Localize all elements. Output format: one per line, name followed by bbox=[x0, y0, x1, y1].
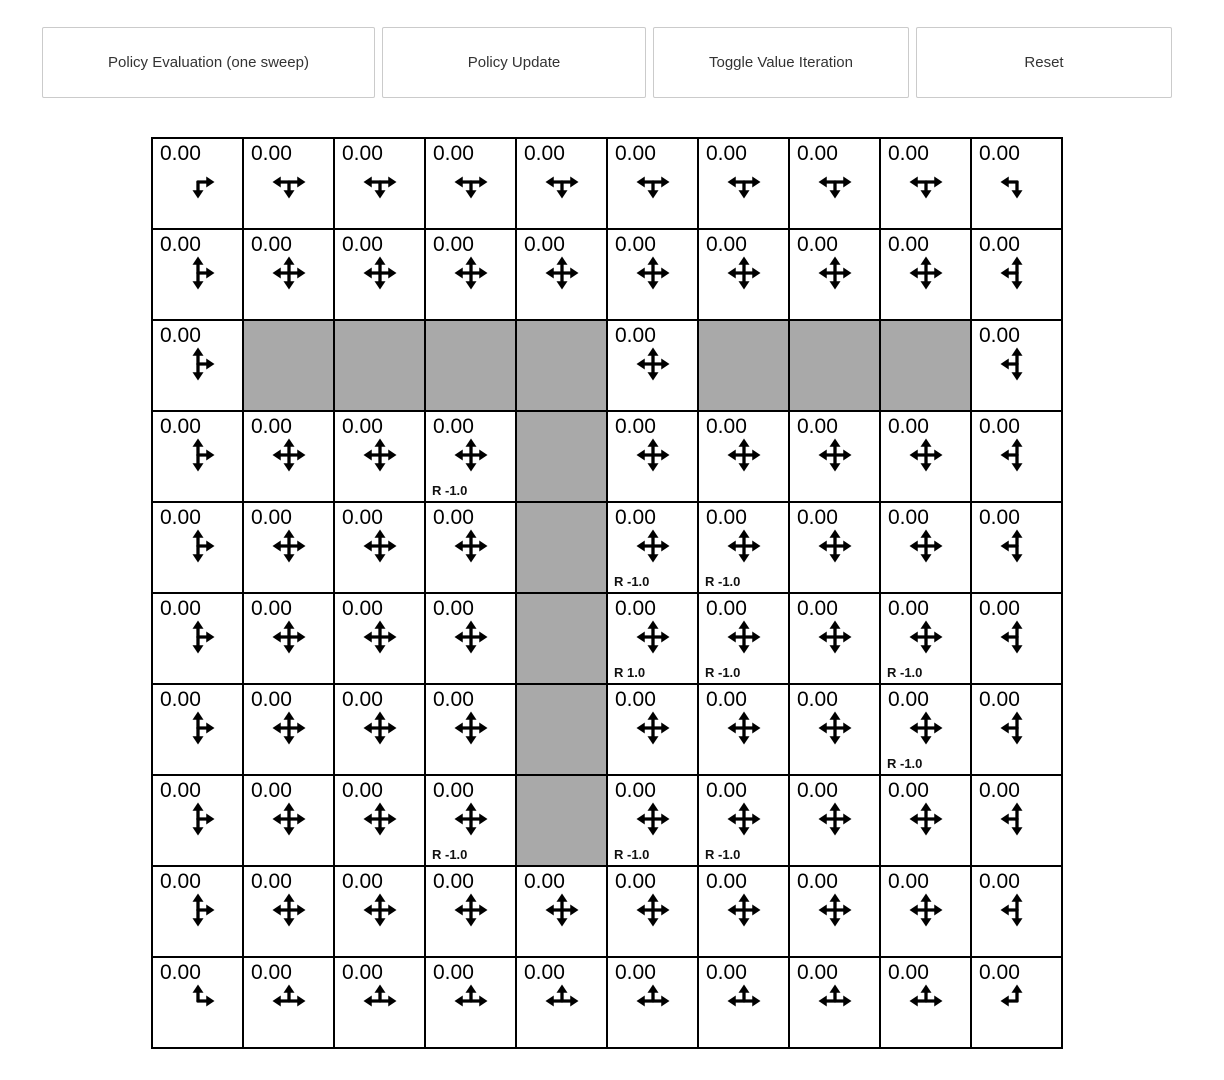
policy-arrows-ulr-icon bbox=[904, 979, 948, 1023]
policy-arrows-lrd-icon bbox=[540, 160, 584, 204]
grid-cell[interactable] bbox=[789, 502, 880, 593]
cell-value: 0.00 bbox=[342, 506, 383, 529]
grid-cell[interactable] bbox=[698, 775, 789, 866]
policy-arrows-udlr-icon bbox=[358, 706, 402, 750]
policy-arrows-lrd-icon bbox=[813, 160, 857, 204]
grid-cell[interactable] bbox=[243, 957, 334, 1048]
cell-value: 0.00 bbox=[524, 142, 565, 165]
grid-cell[interactable] bbox=[152, 775, 243, 866]
cell-value: 0.00 bbox=[706, 233, 747, 256]
grid-cell[interactable] bbox=[880, 866, 971, 957]
policy-arrows-udr-icon bbox=[176, 615, 220, 659]
cell-value: 0.00 bbox=[888, 961, 929, 984]
cell-reward: R -1.0 bbox=[705, 574, 741, 589]
policy-arrows-udlr-icon bbox=[722, 797, 766, 841]
cell-value: 0.00 bbox=[797, 597, 838, 620]
grid-cell[interactable] bbox=[425, 502, 516, 593]
policy-arrows-ulr-icon bbox=[540, 979, 584, 1023]
cell-value: 0.00 bbox=[706, 415, 747, 438]
grid-cell[interactable] bbox=[698, 866, 789, 957]
grid-cell[interactable] bbox=[607, 138, 698, 229]
grid-cell[interactable] bbox=[789, 684, 880, 775]
policy-arrows-udlr-icon bbox=[631, 342, 675, 386]
cell-value: 0.00 bbox=[706, 961, 747, 984]
grid-cell[interactable] bbox=[334, 684, 425, 775]
wall-cell bbox=[789, 320, 880, 411]
cell-value: 0.00 bbox=[615, 779, 656, 802]
policy-arrows-udlr-icon bbox=[267, 888, 311, 932]
grid-cell[interactable] bbox=[971, 320, 1062, 411]
cell-value: 0.00 bbox=[797, 961, 838, 984]
cell-value: 0.00 bbox=[615, 324, 656, 347]
policy-arrows-lrd-icon bbox=[449, 160, 493, 204]
policy-arrows-udlr-icon bbox=[722, 433, 766, 477]
policy-arrows-lrd-icon bbox=[904, 160, 948, 204]
grid-cell[interactable] bbox=[607, 320, 698, 411]
cell-value: 0.00 bbox=[979, 142, 1020, 165]
policy-arrows-lrd-icon bbox=[722, 160, 766, 204]
cell-value: 0.00 bbox=[160, 415, 201, 438]
cell-value: 0.00 bbox=[706, 779, 747, 802]
cell-value: 0.00 bbox=[615, 597, 656, 620]
grid-cell[interactable] bbox=[516, 957, 607, 1048]
grid-cell[interactable] bbox=[698, 593, 789, 684]
grid-cell[interactable] bbox=[607, 229, 698, 320]
cell-value: 0.00 bbox=[251, 415, 292, 438]
policy-arrows-udlr-icon bbox=[722, 888, 766, 932]
grid-cell[interactable] bbox=[971, 775, 1062, 866]
policy-arrows-ulr-icon bbox=[631, 979, 675, 1023]
grid-cell[interactable] bbox=[152, 320, 243, 411]
cell-value: 0.00 bbox=[160, 961, 201, 984]
cell-value: 0.00 bbox=[615, 233, 656, 256]
cell-value: 0.00 bbox=[251, 961, 292, 984]
policy-arrows-udl-icon bbox=[995, 251, 1039, 295]
policy-arrows-udr-icon bbox=[176, 797, 220, 841]
grid-cell[interactable] bbox=[425, 957, 516, 1048]
grid-cell[interactable] bbox=[243, 684, 334, 775]
cell-value: 0.00 bbox=[615, 688, 656, 711]
toolbar bbox=[42, 27, 1172, 98]
cell-value: 0.00 bbox=[706, 597, 747, 620]
cell-value: 0.00 bbox=[524, 870, 565, 893]
cell-value: 0.00 bbox=[433, 415, 474, 438]
wall-cell bbox=[243, 320, 334, 411]
policy-arrows-udlr-icon bbox=[358, 888, 402, 932]
cell-value: 0.00 bbox=[524, 961, 565, 984]
grid-cell[interactable] bbox=[243, 775, 334, 866]
cell-value: 0.00 bbox=[160, 870, 201, 893]
cell-value: 0.00 bbox=[251, 142, 292, 165]
policy-arrows-udlr-icon bbox=[722, 524, 766, 568]
cell-reward: R -1.0 bbox=[887, 756, 923, 771]
wall-cell bbox=[334, 320, 425, 411]
cell-value: 0.00 bbox=[160, 324, 201, 347]
policy-arrows-udlr-icon bbox=[904, 888, 948, 932]
cell-value: 0.00 bbox=[706, 688, 747, 711]
cell-value: 0.00 bbox=[342, 415, 383, 438]
policy-arrows-udlr-icon bbox=[449, 888, 493, 932]
policy-arrows-udl-icon bbox=[995, 524, 1039, 568]
cell-value: 0.00 bbox=[251, 506, 292, 529]
grid-cell[interactable] bbox=[607, 502, 698, 593]
policy-arrows-udlr-icon bbox=[722, 706, 766, 750]
cell-value: 0.00 bbox=[433, 779, 474, 802]
grid-cell[interactable] bbox=[152, 229, 243, 320]
cell-value: 0.00 bbox=[979, 961, 1020, 984]
cell-reward: R -1.0 bbox=[614, 847, 650, 862]
grid-cell[interactable] bbox=[334, 411, 425, 502]
policy-arrows-udlr-icon bbox=[540, 888, 584, 932]
grid-cell[interactable] bbox=[243, 866, 334, 957]
grid-cell[interactable] bbox=[789, 957, 880, 1048]
cell-value: 0.00 bbox=[433, 142, 474, 165]
cell-value: 0.00 bbox=[888, 506, 929, 529]
cell-value: 0.00 bbox=[979, 415, 1020, 438]
cell-value: 0.00 bbox=[160, 597, 201, 620]
policy-arrows-udlr-icon bbox=[904, 433, 948, 477]
policy-arrows-udlr-icon bbox=[631, 888, 675, 932]
policy-arrows-udlr-icon bbox=[267, 433, 311, 477]
grid-cell[interactable] bbox=[152, 866, 243, 957]
policy-arrows-udlr-icon bbox=[449, 797, 493, 841]
grid-cell[interactable] bbox=[334, 138, 425, 229]
policy-arrows-lrd-icon bbox=[631, 160, 675, 204]
policy-arrows-udl-icon bbox=[995, 433, 1039, 477]
cell-value: 0.00 bbox=[979, 688, 1020, 711]
reset-button[interactable]: Reset bbox=[916, 27, 1172, 98]
grid-cell[interactable] bbox=[152, 502, 243, 593]
policy-arrows-udlr-icon bbox=[267, 524, 311, 568]
policy-arrows-rd-icon bbox=[176, 160, 220, 204]
policy-arrows-udl-icon bbox=[995, 888, 1039, 932]
grid-cell[interactable] bbox=[152, 138, 243, 229]
grid-cell[interactable] bbox=[152, 684, 243, 775]
policy-arrows-udlr-icon bbox=[358, 433, 402, 477]
grid-cell[interactable] bbox=[971, 866, 1062, 957]
cell-value: 0.00 bbox=[979, 597, 1020, 620]
cell-value: 0.00 bbox=[888, 779, 929, 802]
grid-cell[interactable] bbox=[334, 229, 425, 320]
grid-cell[interactable] bbox=[425, 866, 516, 957]
policy-arrows-udr-icon bbox=[176, 524, 220, 568]
wall-cell bbox=[425, 320, 516, 411]
grid-cell[interactable] bbox=[789, 138, 880, 229]
cell-value: 0.00 bbox=[342, 779, 383, 802]
policy-arrows-udlr-icon bbox=[267, 706, 311, 750]
wall-cell bbox=[516, 502, 607, 593]
grid-cell[interactable] bbox=[698, 229, 789, 320]
grid-cell[interactable] bbox=[971, 229, 1062, 320]
cell-value: 0.00 bbox=[251, 597, 292, 620]
policy-arrows-udlr-icon bbox=[904, 797, 948, 841]
cell-value: 0.00 bbox=[342, 233, 383, 256]
grid-cell[interactable] bbox=[971, 593, 1062, 684]
grid-cell[interactable] bbox=[425, 684, 516, 775]
cell-value: 0.00 bbox=[797, 779, 838, 802]
cell-value: 0.00 bbox=[160, 142, 201, 165]
cell-reward: R -1.0 bbox=[432, 483, 468, 498]
policy-arrows-udlr-icon bbox=[813, 888, 857, 932]
policy-arrows-udlr-icon bbox=[449, 251, 493, 295]
grid-cell[interactable] bbox=[425, 593, 516, 684]
policy-arrows-udlr-icon bbox=[813, 251, 857, 295]
grid-cell[interactable] bbox=[334, 775, 425, 866]
grid-cell[interactable] bbox=[789, 593, 880, 684]
grid-cell[interactable] bbox=[880, 138, 971, 229]
grid-cell[interactable] bbox=[152, 411, 243, 502]
cell-value: 0.00 bbox=[888, 688, 929, 711]
cell-reward: R -1.0 bbox=[887, 665, 923, 680]
policy-arrows-udlr-icon bbox=[631, 615, 675, 659]
grid-cell[interactable] bbox=[516, 138, 607, 229]
grid-cell[interactable] bbox=[698, 502, 789, 593]
policy-arrows-udlr-icon bbox=[631, 251, 675, 295]
wall-cell bbox=[698, 320, 789, 411]
cell-reward: R -1.0 bbox=[705, 847, 741, 862]
wall-cell bbox=[880, 320, 971, 411]
cell-value: 0.00 bbox=[797, 415, 838, 438]
cell-value: 0.00 bbox=[433, 506, 474, 529]
grid-cell[interactable] bbox=[425, 138, 516, 229]
policy-arrows-udlr-icon bbox=[267, 797, 311, 841]
gridworld-grid bbox=[151, 137, 1063, 1049]
policy-arrows-udlr-icon bbox=[631, 797, 675, 841]
policy-arrows-ulr-icon bbox=[722, 979, 766, 1023]
policy-arrows-udlr-icon bbox=[267, 251, 311, 295]
grid-cell[interactable] bbox=[607, 866, 698, 957]
grid-cell[interactable] bbox=[698, 411, 789, 502]
cell-value: 0.00 bbox=[979, 506, 1020, 529]
grid-cell[interactable] bbox=[425, 411, 516, 502]
policy-arrows-ulr-icon bbox=[813, 979, 857, 1023]
cell-value: 0.00 bbox=[888, 415, 929, 438]
policy-arrows-lrd-icon bbox=[358, 160, 402, 204]
grid-cell[interactable] bbox=[698, 138, 789, 229]
cell-value: 0.00 bbox=[979, 779, 1020, 802]
grid-cell[interactable] bbox=[152, 593, 243, 684]
grid-cell[interactable] bbox=[334, 502, 425, 593]
grid-cell[interactable] bbox=[789, 411, 880, 502]
grid-cell[interactable] bbox=[971, 138, 1062, 229]
policy-arrows-udlr-icon bbox=[722, 615, 766, 659]
grid-cell[interactable] bbox=[698, 957, 789, 1048]
grid-cell[interactable] bbox=[425, 229, 516, 320]
policy-arrows-udlr-icon bbox=[358, 615, 402, 659]
policy-arrows-udlr-icon bbox=[904, 524, 948, 568]
grid-cell[interactable] bbox=[971, 502, 1062, 593]
policy-arrows-udr-icon bbox=[176, 342, 220, 386]
cell-reward: R 1.0 bbox=[614, 665, 646, 680]
cell-value: 0.00 bbox=[797, 233, 838, 256]
grid-cell[interactable] bbox=[880, 775, 971, 866]
cell-value: 0.00 bbox=[251, 233, 292, 256]
policy-arrows-ul-icon bbox=[995, 979, 1039, 1023]
policy-arrows-udlr-icon bbox=[631, 433, 675, 477]
cell-value: 0.00 bbox=[797, 688, 838, 711]
grid-cell[interactable] bbox=[789, 775, 880, 866]
policy-arrows-udlr-icon bbox=[904, 706, 948, 750]
policy-arrows-ur-icon bbox=[176, 979, 220, 1023]
cell-value: 0.00 bbox=[160, 506, 201, 529]
policy-arrows-udlr-icon bbox=[722, 251, 766, 295]
policy-arrows-ulr-icon bbox=[358, 979, 402, 1023]
cell-value: 0.00 bbox=[433, 870, 474, 893]
grid-cell[interactable] bbox=[880, 502, 971, 593]
cell-value: 0.00 bbox=[888, 870, 929, 893]
cell-value: 0.00 bbox=[342, 142, 383, 165]
grid-cell[interactable] bbox=[334, 866, 425, 957]
policy-arrows-udlr-icon bbox=[631, 524, 675, 568]
cell-value: 0.00 bbox=[615, 870, 656, 893]
policy-arrows-ulr-icon bbox=[267, 979, 311, 1023]
grid-cell[interactable] bbox=[880, 593, 971, 684]
policy-arrows-udl-icon bbox=[995, 797, 1039, 841]
grid-cell[interactable] bbox=[243, 138, 334, 229]
cell-value: 0.00 bbox=[797, 506, 838, 529]
grid-cell[interactable] bbox=[880, 957, 971, 1048]
grid-cell[interactable] bbox=[334, 593, 425, 684]
cell-value: 0.00 bbox=[433, 597, 474, 620]
policy-arrows-lrd-icon bbox=[267, 160, 311, 204]
cell-value: 0.00 bbox=[160, 233, 201, 256]
policy-arrows-udlr-icon bbox=[540, 251, 584, 295]
grid-cell[interactable] bbox=[243, 593, 334, 684]
cell-value: 0.00 bbox=[888, 597, 929, 620]
cell-value: 0.00 bbox=[433, 961, 474, 984]
grid-cell[interactable] bbox=[334, 957, 425, 1048]
grid-cell[interactable] bbox=[425, 775, 516, 866]
policy-arrows-udlr-icon bbox=[449, 615, 493, 659]
policy-arrows-udl-icon bbox=[995, 706, 1039, 750]
grid-cell[interactable] bbox=[607, 411, 698, 502]
grid-cell[interactable] bbox=[880, 684, 971, 775]
cell-value: 0.00 bbox=[160, 779, 201, 802]
grid-cell[interactable] bbox=[698, 684, 789, 775]
cell-value: 0.00 bbox=[979, 233, 1020, 256]
cell-value: 0.00 bbox=[342, 597, 383, 620]
wall-cell bbox=[516, 593, 607, 684]
cell-value: 0.00 bbox=[979, 870, 1020, 893]
grid-cell[interactable] bbox=[880, 229, 971, 320]
policy-arrows-udlr-icon bbox=[813, 706, 857, 750]
policy-arrows-udlr-icon bbox=[813, 433, 857, 477]
policy-arrows-ulr-icon bbox=[449, 979, 493, 1023]
grid-cell[interactable] bbox=[607, 775, 698, 866]
policy-arrows-udlr-icon bbox=[631, 706, 675, 750]
policy-arrows-udlr-icon bbox=[449, 524, 493, 568]
cell-value: 0.00 bbox=[342, 961, 383, 984]
policy-arrows-udr-icon bbox=[176, 888, 220, 932]
policy-arrows-udlr-icon bbox=[904, 251, 948, 295]
cell-reward: R -1.0 bbox=[705, 665, 741, 680]
cell-reward: R -1.0 bbox=[614, 574, 650, 589]
cell-value: 0.00 bbox=[979, 324, 1020, 347]
cell-value: 0.00 bbox=[888, 142, 929, 165]
policy-arrows-udl-icon bbox=[995, 342, 1039, 386]
cell-value: 0.00 bbox=[251, 688, 292, 711]
policy-arrows-udlr-icon bbox=[813, 797, 857, 841]
cell-value: 0.00 bbox=[797, 870, 838, 893]
wall-cell bbox=[516, 411, 607, 502]
wall-cell bbox=[516, 320, 607, 411]
grid-cell[interactable] bbox=[152, 957, 243, 1048]
cell-value: 0.00 bbox=[797, 142, 838, 165]
grid-cell[interactable] bbox=[971, 957, 1062, 1048]
wall-cell bbox=[516, 684, 607, 775]
cell-value: 0.00 bbox=[433, 688, 474, 711]
policy-arrows-udlr-icon bbox=[267, 615, 311, 659]
grid-cell[interactable] bbox=[971, 684, 1062, 775]
policy-arrows-udlr-icon bbox=[904, 615, 948, 659]
cell-value: 0.00 bbox=[706, 506, 747, 529]
cell-value: 0.00 bbox=[706, 142, 747, 165]
cell-value: 0.00 bbox=[160, 688, 201, 711]
policy-arrows-ld-icon bbox=[995, 160, 1039, 204]
cell-value: 0.00 bbox=[615, 506, 656, 529]
policy-arrows-udlr-icon bbox=[813, 615, 857, 659]
cell-reward: R -1.0 bbox=[432, 847, 468, 862]
grid-cell[interactable] bbox=[880, 411, 971, 502]
policy-arrows-udlr-icon bbox=[449, 433, 493, 477]
cell-value: 0.00 bbox=[888, 233, 929, 256]
policy-arrows-udlr-icon bbox=[358, 251, 402, 295]
cell-value: 0.00 bbox=[615, 142, 656, 165]
policy-arrows-udl-icon bbox=[995, 615, 1039, 659]
cell-value: 0.00 bbox=[615, 415, 656, 438]
cell-value: 0.00 bbox=[342, 688, 383, 711]
policy-arrows-udlr-icon bbox=[358, 797, 402, 841]
cell-value: 0.00 bbox=[706, 870, 747, 893]
policy-arrows-udr-icon bbox=[176, 433, 220, 477]
policy-arrows-udr-icon bbox=[176, 251, 220, 295]
cell-value: 0.00 bbox=[524, 233, 565, 256]
cell-value: 0.00 bbox=[433, 233, 474, 256]
grid-cell[interactable] bbox=[607, 684, 698, 775]
grid-cell[interactable] bbox=[607, 957, 698, 1048]
grid-cell[interactable] bbox=[516, 866, 607, 957]
grid-cell[interactable] bbox=[243, 411, 334, 502]
grid-cell[interactable] bbox=[243, 502, 334, 593]
policy-evaluation-button[interactable]: Policy Evaluation (one sweep) bbox=[42, 27, 375, 98]
cell-value: 0.00 bbox=[251, 779, 292, 802]
grid-cell[interactable] bbox=[789, 229, 880, 320]
grid-cell[interactable] bbox=[789, 866, 880, 957]
policy-arrows-udr-icon bbox=[176, 706, 220, 750]
cell-value: 0.00 bbox=[251, 870, 292, 893]
cell-value: 0.00 bbox=[615, 961, 656, 984]
wall-cell bbox=[516, 775, 607, 866]
grid-cell[interactable] bbox=[971, 411, 1062, 502]
policy-arrows-udlr-icon bbox=[813, 524, 857, 568]
grid-cell[interactable] bbox=[607, 593, 698, 684]
grid-cell[interactable] bbox=[243, 229, 334, 320]
grid-cell[interactable] bbox=[516, 229, 607, 320]
toggle-value-iteration-button[interactable]: Toggle Value Iteration bbox=[653, 27, 909, 98]
cell-value: 0.00 bbox=[342, 870, 383, 893]
policy-update-button[interactable]: Policy Update bbox=[382, 27, 646, 98]
policy-arrows-udlr-icon bbox=[449, 706, 493, 750]
policy-arrows-udlr-icon bbox=[358, 524, 402, 568]
